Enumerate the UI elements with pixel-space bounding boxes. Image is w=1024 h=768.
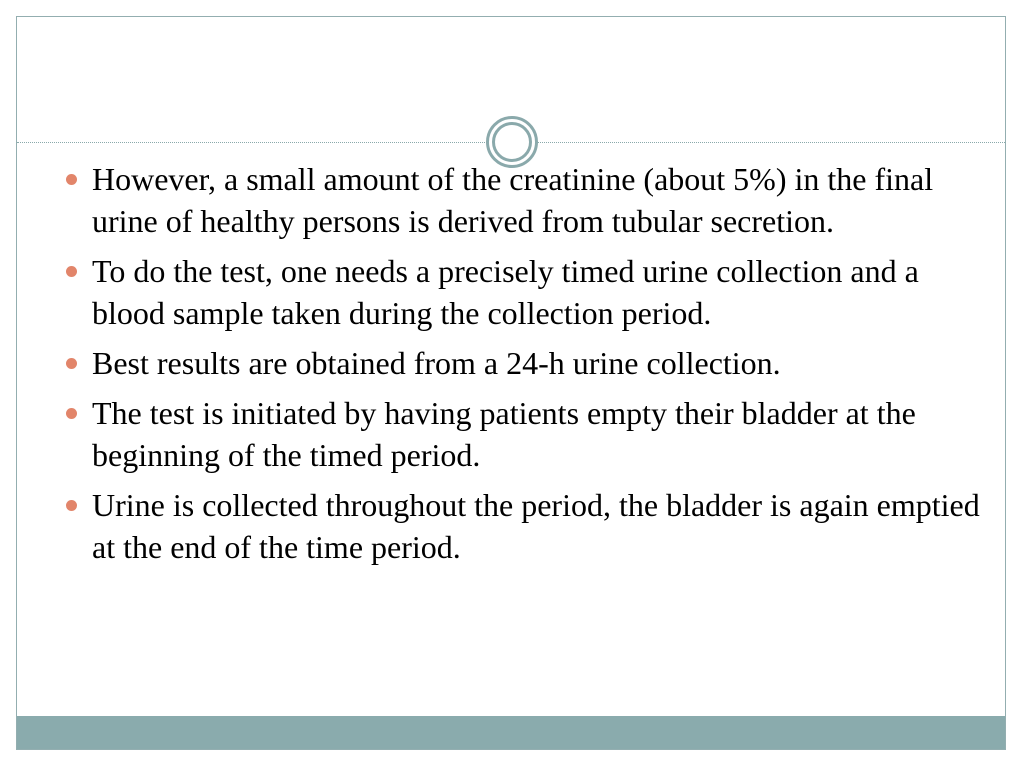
footer-band	[17, 716, 1005, 749]
bullet-text: Best results are obtained from a 24-h urine collection.	[92, 345, 781, 381]
bullet-dot-icon	[66, 408, 77, 419]
bullet-text: Urine is collected throughout the period, the bladder is again emptied at the end of the time period.	[92, 487, 980, 565]
bullet-item	[60, 392, 980, 476]
bullet-dot-icon	[66, 358, 77, 369]
bullet-list	[60, 158, 980, 568]
bullet-text: The test is initiated by having patients empty their bladder at the beginning of the timed period.	[92, 395, 916, 473]
bullet-dot-icon	[66, 266, 77, 277]
bullet-item	[60, 342, 980, 384]
bullet-item	[60, 484, 980, 568]
bullet-item	[60, 250, 980, 334]
bullet-item	[60, 158, 980, 242]
bullet-dot-icon	[66, 174, 77, 185]
bullet-text: To do the test, one needs a precisely timed urine collection and a blood sample taken during the collection period.	[92, 253, 919, 331]
content-body	[60, 158, 980, 576]
bullet-dot-icon	[66, 500, 77, 511]
bullet-text: However, a small amount of the creatinine (about 5%) in the final urine of healthy persons is derived from tubular secretion.	[92, 161, 934, 239]
